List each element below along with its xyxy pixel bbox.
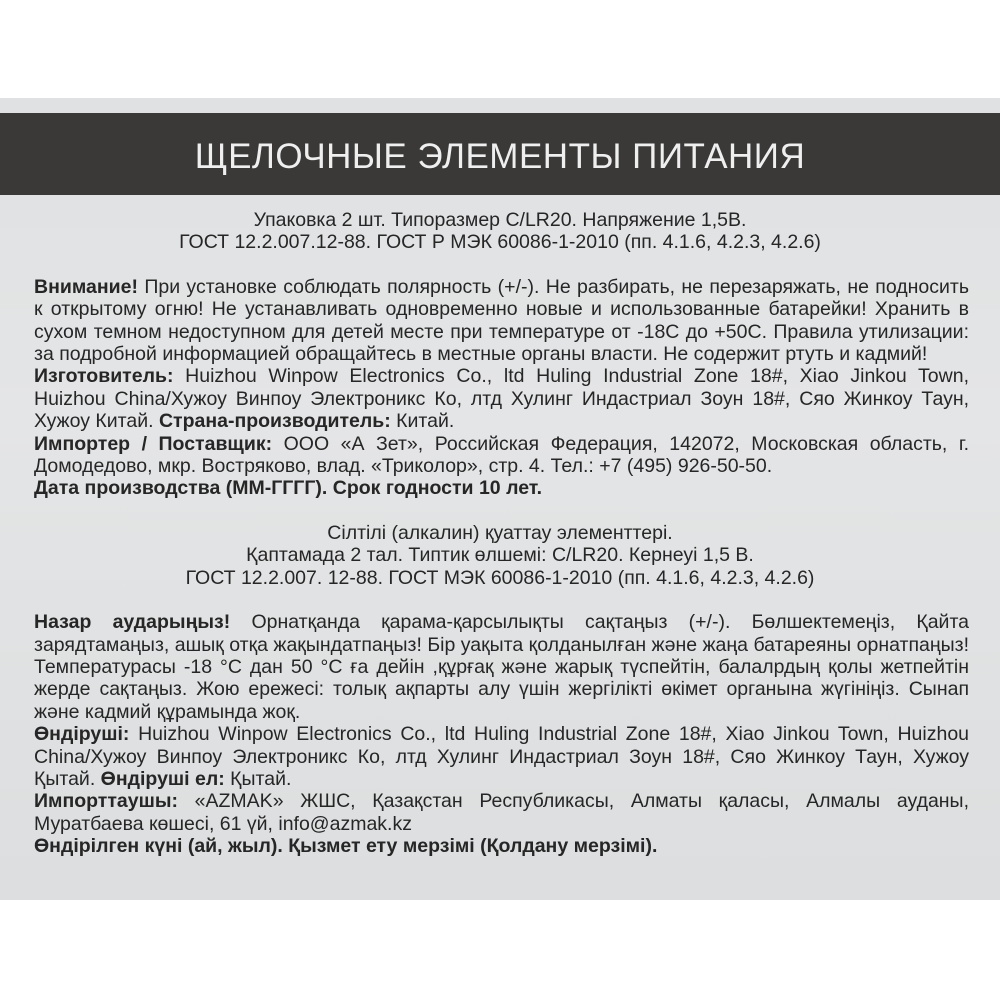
ru-date-text: Дата производства (ММ-ГГГГ). Срок годности 10 лет. <box>34 477 543 500</box>
kz-importer-text: «AZMAK» ЖШС, Қазақстан Республикасы, Алматы қаласы, Алмалы ауданы, Муратбаева көшесі, 61 үй, info@azmak.kz <box>34 790 969 835</box>
kz-manufacturer-text: Huizhou Winpow Electronics Co., ltd Huling Industrial Zone 18#, Xiao Jinkou Town, Huizhou China/Хужоу Винпоу Электроникс Ко, лтд Хулинг Индастриал Зоун 18#, Сяо Жинкоу Таун, Хужоу Қытай. <box>34 723 970 790</box>
ru-importer-label: Импортер / Поставщик: <box>34 432 273 455</box>
ru-country-text: Китай. <box>396 410 455 433</box>
label-content <box>0 205 1000 858</box>
header-band <box>0 113 1000 195</box>
ru-manufacturer-label: Изготовитель: <box>34 365 174 388</box>
kz-intro-line: Қаптамада 2 тал. Типтик өлшемі: C/LR20. Кернеуі 1,5 В. <box>246 544 754 567</box>
ru-intro-line: Упаковка 2 шт. Типоразмер C/LR20. Напряжение 1,5В. <box>253 209 747 231</box>
kz-intro-line: ГОСТ 12.2.007. 12-88. ГОСТ МЭК 60086-1-2010 (пп. 4.1.6, 4.2.3, 4.2.6) <box>185 566 815 589</box>
kz-manufacturer-label: Өндіруші: <box>34 723 130 746</box>
kz-country-text: Қытай. <box>230 767 292 790</box>
kz-date-line <box>34 835 969 857</box>
kz-intro-line: Сілтілі (алкалин) қуаттау элементтері. <box>327 521 673 544</box>
ru-body <box>0 276 1000 500</box>
kz-importer <box>34 790 969 835</box>
ru-manufacturer <box>34 365 969 432</box>
ru-warning <box>34 276 969 366</box>
kz-manufacturer <box>34 723 969 790</box>
ru-country-label: Страна-производитель: <box>158 410 391 433</box>
kz-intro <box>0 522 1000 589</box>
kz-warning-text: Орнатқанда қарама-қарсылықты сақтаңыз (+/-). Бөлшектемеңіз, Қайта зарядтамаңыз, ашық отқа жақындатпаңыз! Бір уақыта қолданылған және жаңа батареяны орнатпаңыз! Температурасы -18 °С дан 50 °С ға дейін ,құрғақ және жарық түспейтін, балалрдың қолы жетпейтін жерде сақтаңыз. Жою ережесі: толық ақпарты алу үшін жергілікті өкімет органына жүгініңіз. Сынап және кадмий құрамында жоқ. <box>34 611 970 723</box>
page-title: ЩЕЛОЧНЫЕ ЭЛЕМЕНТЫ ПИТАНИЯ <box>194 137 806 176</box>
ru-date-line <box>34 477 969 499</box>
kz-importer-label: Импорттаушы: <box>34 790 178 813</box>
kz-country-label: Өндіруші ел: <box>100 767 225 790</box>
ru-intro-line: ГОСТ 12.2.007.12-88. ГОСТ Р МЭК 60086-1-2010 (пп. 4.1.6, 4.2.3, 4.2.6) <box>179 231 821 254</box>
ru-importer-text: ООО «А Зет», Российская Федерация, 142072, Московская область, г. Домодедово, мкр. Востряково, влад. «Триколор», стр. 4. Тел.: +7 (495) 926-50-50. <box>34 432 969 478</box>
ru-manufacturer-text: Huizhou Winpow Electronics Co., ltd Huling Industrial Zone 18#, Xiao Jinkou Town, Huizhou China/Хужоу Винпоу Электроникс Ко, лтд Хулинг Индастриал Зоун 18#, Сяо Жинкоу Таун, Хужоу Китай. <box>34 365 969 433</box>
kz-warning <box>34 611 969 723</box>
ru-warning-text: При установке соблюдать полярность (+/-). Не разбирать, не перезаряжать, не подносить к открытому огню! Не устанавливать одновременно новые и использованные батарейки! Хранить в сухом темном недоступном для детей месте при температуре от -18С до +50С. Правила утилизации: за подробной информацией обращайтесь в местные органы власти. Не содержит ртуть и кадмий! <box>34 275 969 366</box>
kz-warning-label: Назар аударыңыз! <box>34 611 231 634</box>
ru-warning-label: Внимание! <box>34 275 138 298</box>
ru-intro <box>0 209 1000 254</box>
ru-importer <box>34 433 969 478</box>
kz-date-text: Өндірілген күні (ай, жыл). Қызмет ету мерзімі (Қолдану мерзімі). <box>34 835 658 858</box>
kz-body <box>0 611 1000 857</box>
